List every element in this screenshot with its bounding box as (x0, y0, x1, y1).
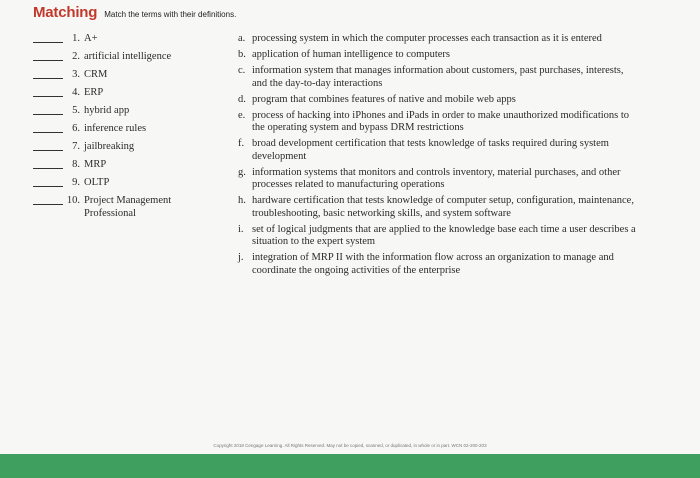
definition-letter: d. (238, 93, 246, 105)
term-text: hybrid app (84, 105, 130, 116)
term-number: 6. (72, 123, 80, 134)
term-text: MRP (84, 159, 107, 170)
definition-text: broad development certification that tests knowledge of tasks required during system development (252, 138, 609, 162)
definition-letter: f. (238, 138, 245, 149)
term-number: 7. (72, 141, 80, 152)
term-text: jailbreaking (84, 141, 135, 152)
answer-blank[interactable] (33, 69, 63, 79)
term-item (33, 105, 223, 118)
answer-blank[interactable] (33, 123, 63, 133)
page-title: Matching (33, 4, 98, 21)
definition-letter: i. (238, 223, 244, 235)
term-number: 9. (72, 177, 80, 188)
term-item (33, 177, 223, 190)
definition-letter: j. (238, 252, 244, 263)
answer-blank[interactable] (33, 177, 63, 187)
definition-text: program that combines features of native and mobile web apps (252, 93, 516, 105)
term-item (33, 123, 223, 136)
answer-blank[interactable] (33, 51, 63, 61)
definition-item (238, 252, 638, 277)
terms-list (33, 33, 223, 226)
term-item (33, 141, 223, 154)
term-text: inference rules (84, 123, 147, 134)
term-number: 8. (72, 159, 80, 170)
definitions-list (238, 33, 638, 281)
definition-text: set of logical judgments that are applied to the knowledge base each time a user describes a situation to the expert system (252, 223, 636, 247)
term-text: A+ (84, 33, 98, 44)
definition-item (238, 65, 638, 90)
definition-text: hardware certification that tests knowledge of computer setup, configuration, maintenance, troubleshooting, basic networking skills, and system software (252, 195, 634, 219)
definition-text: information systems that monitors and controls inventory, material purchases, and other processes related to manufacturing operations (252, 166, 621, 190)
definition-text: application of human intelligence to computers (252, 49, 450, 60)
term-text: ERP (84, 87, 104, 98)
definition-letter: g. (238, 166, 246, 178)
definition-letter: h. (238, 195, 246, 206)
answer-blank[interactable] (33, 105, 63, 115)
term-item (33, 195, 223, 220)
answer-blank[interactable] (33, 141, 63, 151)
definition-text: process of hacking into iPhones and iPads in order to make unauthorized modifications to the operating system and bypass DRM restrictions (252, 109, 630, 133)
term-number: 2. (72, 51, 80, 62)
term-number: 3. (72, 69, 80, 80)
instructions-text: Match the terms with their definitions. (104, 10, 237, 19)
definition-text: information system that manages information about customers, past purchases, interests, and the day-to-day interactions (252, 65, 624, 89)
term-item (33, 69, 223, 82)
section-heading (33, 4, 236, 21)
definition-item (238, 224, 638, 249)
term-item (33, 159, 223, 172)
term-text: artificial intelligence (84, 51, 172, 62)
term-item (33, 51, 223, 64)
definition-letter: c. (238, 65, 246, 76)
definition-item (238, 94, 638, 107)
definition-item (238, 138, 638, 163)
definition-text: integration of MRP II with the information flow across an organization to manage and coordinate the ongoing activities of the enterprise (252, 252, 614, 276)
term-text: Project Management Professional (84, 195, 172, 219)
term-text: OLTP (84, 177, 110, 188)
copyright-footer: Copyright 2018 Cengage Learning. All Rights Reserved. May not be copied, scanned, or duplicated, in whole or in part. WCN 02-200-203 (213, 443, 487, 448)
definition-item (238, 167, 638, 192)
answer-blank[interactable] (33, 159, 63, 169)
bottom-color-bar (0, 454, 700, 478)
definition-letter: e. (238, 109, 246, 121)
term-item (33, 87, 223, 100)
term-text: CRM (84, 69, 108, 80)
term-number: 10. (66, 195, 80, 206)
definition-letter: a. (238, 33, 246, 44)
definition-item (238, 195, 638, 220)
definition-text: processing system in which the computer processes each transaction as it is entered (252, 33, 602, 44)
term-item (33, 33, 223, 46)
term-number: 1. (72, 33, 80, 44)
answer-blank[interactable] (33, 195, 63, 205)
definition-item (238, 49, 638, 62)
definition-item (238, 110, 638, 135)
definition-letter: b. (238, 49, 246, 60)
term-number: 4. (72, 87, 80, 98)
term-number: 5. (72, 105, 80, 116)
definition-item (238, 33, 638, 46)
answer-blank[interactable] (33, 87, 63, 97)
answer-blank[interactable] (33, 33, 63, 43)
